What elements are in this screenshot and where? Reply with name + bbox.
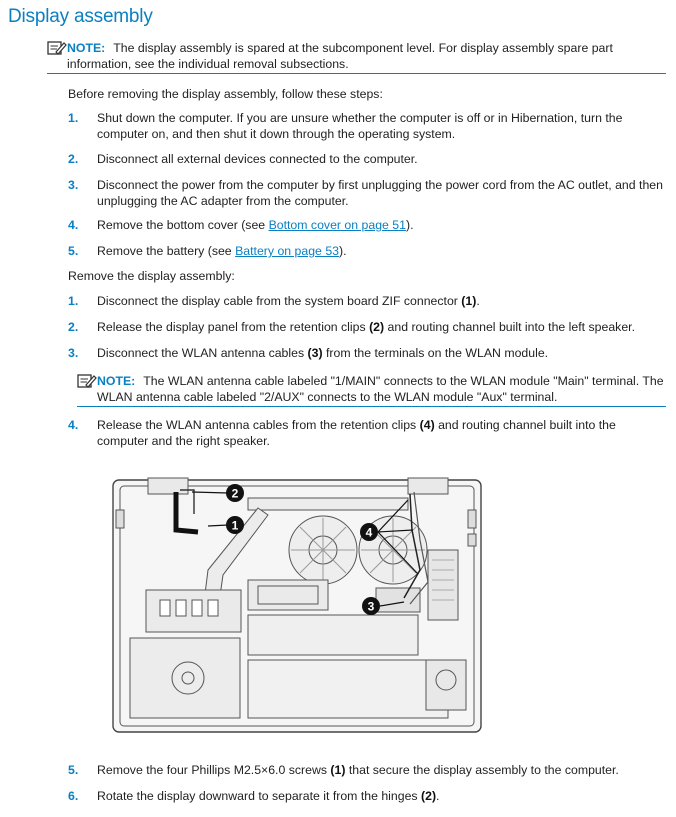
note-icon (77, 373, 97, 389)
callout-marker-2 (226, 484, 244, 502)
callout-label: 4 (365, 525, 373, 540)
note-body: The WLAN antenna cable labeled "1/MAIN" connects to the WLAN module "Main" terminal. The WLAN antenna cable labeled "2/AUX" connects to the WLAN module "Aux" terminal. (97, 374, 664, 404)
step-number: 3. (68, 178, 79, 192)
intro-text: Before removing the display assembly, follow these steps: (68, 87, 383, 101)
step-number: 5. (68, 244, 79, 258)
step-text: Shut down the computer. If you are unsure whether the computer is off or in Hibernation, turn the computer on, and then shut it down through the operating system. (97, 111, 623, 141)
step-text-post: that secure the display assembly to the computer. (345, 763, 619, 777)
callout-label: 3 (367, 599, 375, 614)
prep-step-4 (68, 217, 668, 233)
step-text-post: . (476, 294, 480, 308)
callout-label: 1 (231, 518, 239, 533)
laptop-internal-diagram (108, 470, 488, 738)
step-text-pre: Remove the bottom cover (see (97, 218, 269, 232)
remove-step-6 (68, 788, 668, 804)
step-text (97, 293, 667, 309)
callout-ref: (2) (369, 320, 385, 334)
note-text (97, 373, 666, 405)
step-text-post: ). (405, 218, 414, 232)
prep-step-1 (68, 110, 668, 142)
step-number: 4. (68, 218, 79, 232)
step-text (97, 788, 667, 804)
step-text: Disconnect the power from the computer by first unplugging the power cord from the AC outlet, and then unplugging the AC adapter from the computer. (97, 178, 663, 208)
step-text (97, 217, 667, 233)
note-body: The display assembly is spared at the subcomponent level. For display assembly spare part information, see the individual removal subsections. (67, 41, 613, 71)
step-text-pre: Remove the four Phillips M2.5×6.0 screws (97, 763, 331, 777)
remove-step-2 (68, 319, 668, 335)
step-number: 2. (68, 152, 79, 166)
step-number: 2. (68, 320, 79, 334)
callout-marker-4 (360, 523, 378, 541)
callout-ref: (3) (307, 346, 323, 360)
step-number: 4. (68, 418, 79, 432)
step-number: 1. (68, 294, 79, 308)
callout-ref: (4) (419, 418, 435, 432)
remove-intro-text: Remove the display assembly: (68, 269, 235, 283)
note-box (77, 373, 666, 407)
step-text-pre: Disconnect the WLAN antenna cables (97, 346, 308, 360)
prep-step-3 (68, 177, 668, 209)
remove-step-4 (68, 417, 668, 449)
callout-marker-1 (226, 516, 244, 534)
remove-step-5 (68, 762, 668, 778)
step-text-post: from the terminals on the WLAN module. (322, 346, 549, 360)
bottom-cover-link[interactable]: Bottom cover on page 51 (268, 218, 406, 232)
callout-ref: (2) (421, 789, 437, 803)
step-number: 3. (68, 346, 79, 360)
remove-step-3 (68, 345, 668, 361)
step-text (97, 319, 667, 335)
step-text-pre: Release the display panel from the retention clips (97, 320, 370, 334)
note-label: NOTE: (97, 374, 136, 388)
prep-step-5 (68, 243, 668, 259)
step-text-post: . (436, 789, 440, 803)
note-text (67, 40, 666, 72)
remove-step-1 (68, 293, 668, 309)
step-text-post: ). (339, 244, 347, 258)
note-icon (47, 40, 67, 56)
page-title: Display assembly (8, 6, 153, 27)
step-text (97, 345, 667, 361)
callout-label: 2 (231, 486, 239, 501)
step-text-pre: Release the WLAN antenna cables from the retention clips (97, 418, 420, 432)
step-text-post: and routing channel built into the left speaker. (384, 320, 635, 334)
step-text (97, 243, 667, 259)
note-box (47, 40, 666, 74)
step-number: 6. (68, 789, 79, 803)
prep-step-2 (68, 151, 668, 167)
callout-marker-3 (362, 597, 380, 615)
step-text-post: and routing channel built into the computer and the right speaker. (97, 418, 616, 448)
callout-ref: (1) (461, 294, 477, 308)
step-text-pre: Rotate the display downward to separate it from the hinges (97, 789, 422, 803)
note-label: NOTE: (67, 41, 106, 55)
callout-ref: (1) (330, 763, 346, 777)
step-text (97, 417, 667, 449)
step-number: 1. (68, 111, 79, 125)
step-text (97, 762, 667, 778)
step-number: 5. (68, 763, 79, 777)
step-text-pre: Disconnect the display cable from the system board ZIF connector (97, 294, 462, 308)
step-text: Disconnect all external devices connected to the computer. (97, 152, 418, 166)
step-text-pre: Remove the battery (see (97, 244, 236, 258)
battery-link[interactable]: Battery on page 53 (235, 244, 339, 258)
